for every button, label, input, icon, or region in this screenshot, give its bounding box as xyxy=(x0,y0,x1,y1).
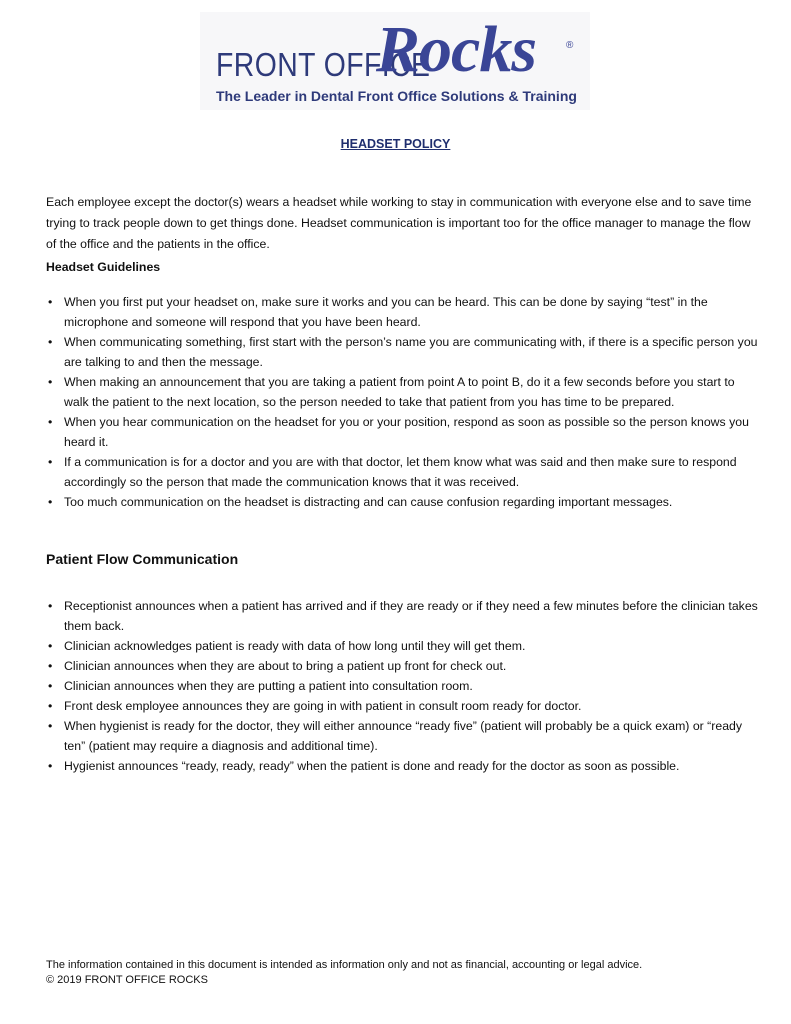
list-item xyxy=(46,656,758,676)
list-item-text: Front desk employee announces they are going in with patient in consult room ready for doctor. xyxy=(64,699,582,713)
logo-wordmark-script: Rocks xyxy=(376,13,536,86)
patient-flow-heading: Patient Flow Communication xyxy=(46,551,239,567)
list-item-text: When communicating something, first start with the person’s name you are communicating with, if there is a specific person you are talking to and then the message. xyxy=(64,335,758,369)
list-item xyxy=(46,332,758,372)
front-office-rocks-logo xyxy=(200,12,590,110)
list-item xyxy=(46,412,758,452)
list-item-text: When making an announcement that you are taking a patient from point A to point B, do it a few seconds before you start to walk the patient to the next location, so the person needed to take that patient from you has time to be prepared. xyxy=(64,375,735,409)
list-item xyxy=(46,756,758,776)
logo-tagline: The Leader in Dental Front Office Solutions & Training xyxy=(216,88,577,104)
registered-mark: ® xyxy=(566,40,574,51)
guidelines-heading: Headset Guidelines xyxy=(46,260,161,274)
patient-flow-list xyxy=(46,596,758,776)
list-item xyxy=(46,452,758,492)
footer xyxy=(46,958,642,988)
list-item-text: When you hear communication on the headset for you or your position, respond as soon as possible so the person knows you heard it. xyxy=(64,415,749,449)
list-item-text: Clinician announces when they are about to bring a patient up front for check out. xyxy=(64,659,507,673)
bullet: • xyxy=(48,415,53,429)
list-item-text: Clinician announces when they are putting a patient into consultation room. xyxy=(64,679,473,693)
list-item-text: Hygienist announces “ready, ready, ready” when the patient is done and ready for the doctor as soon as possible. xyxy=(64,759,680,773)
bullet: • xyxy=(48,719,53,733)
list-item xyxy=(46,696,758,716)
list-item xyxy=(46,292,758,332)
list-item-text: When hygienist is ready for the doctor, they will either announce “ready five” (patient will probably be a quick exam) or “ready ten” (patient may require a diagnosis and additional time). xyxy=(64,719,743,753)
list-item-text: Receptionist announces when a patient has arrived and if they are ready or if they need a few minutes before the clinician takes them back. xyxy=(64,599,758,633)
bullet: • xyxy=(48,659,53,673)
list-item xyxy=(46,492,758,512)
bullet: • xyxy=(48,295,53,309)
disclaimer: The information contained in this document is intended as information only and not as financial, accounting or legal advice. xyxy=(46,959,643,971)
bullet: • xyxy=(48,639,53,653)
bullet: • xyxy=(48,599,53,613)
bullet: • xyxy=(48,679,53,693)
list-item-text: When you first put your headset on, make sure it works and you can be heard. This can be done by saying “test” in the microphone and someone will respond that you have been heard. xyxy=(64,295,708,329)
bullet: • xyxy=(48,335,53,349)
bullet: • xyxy=(48,495,53,509)
list-item xyxy=(46,716,758,756)
list-item-text: Too much communication on the headset is distracting and can cause confusion regarding important messages. xyxy=(64,495,673,509)
list-item-text: Clinician acknowledges patient is ready with data of how long until they will get them. xyxy=(64,639,526,653)
document-title: HEADSET POLICY xyxy=(340,137,451,151)
list-item xyxy=(46,676,758,696)
bullet: • xyxy=(48,759,53,773)
bullet: • xyxy=(48,455,53,469)
list-item xyxy=(46,372,758,412)
list-item xyxy=(46,596,758,636)
intro-paragraph: Each employee except the doctor(s) wears a headset while working to stay in communication with everyone else and to save time trying to track people down to get things done. Headset communication is important too for the office manager to manage the flow of the office and the patients in the office. xyxy=(46,195,752,251)
guidelines-list xyxy=(46,292,758,512)
copyright: © 2019 FRONT OFFICE ROCKS xyxy=(46,974,208,986)
bullet: • xyxy=(48,375,53,389)
logo-wordmark-left: FRONT OFFICE xyxy=(216,46,431,83)
list-item xyxy=(46,636,758,656)
bullet: • xyxy=(48,699,53,713)
list-item-text: If a communication is for a doctor and you are with that doctor, let them know what was said and then make sure to respond accordingly so the person that made the communication knows that it was received. xyxy=(64,455,737,489)
